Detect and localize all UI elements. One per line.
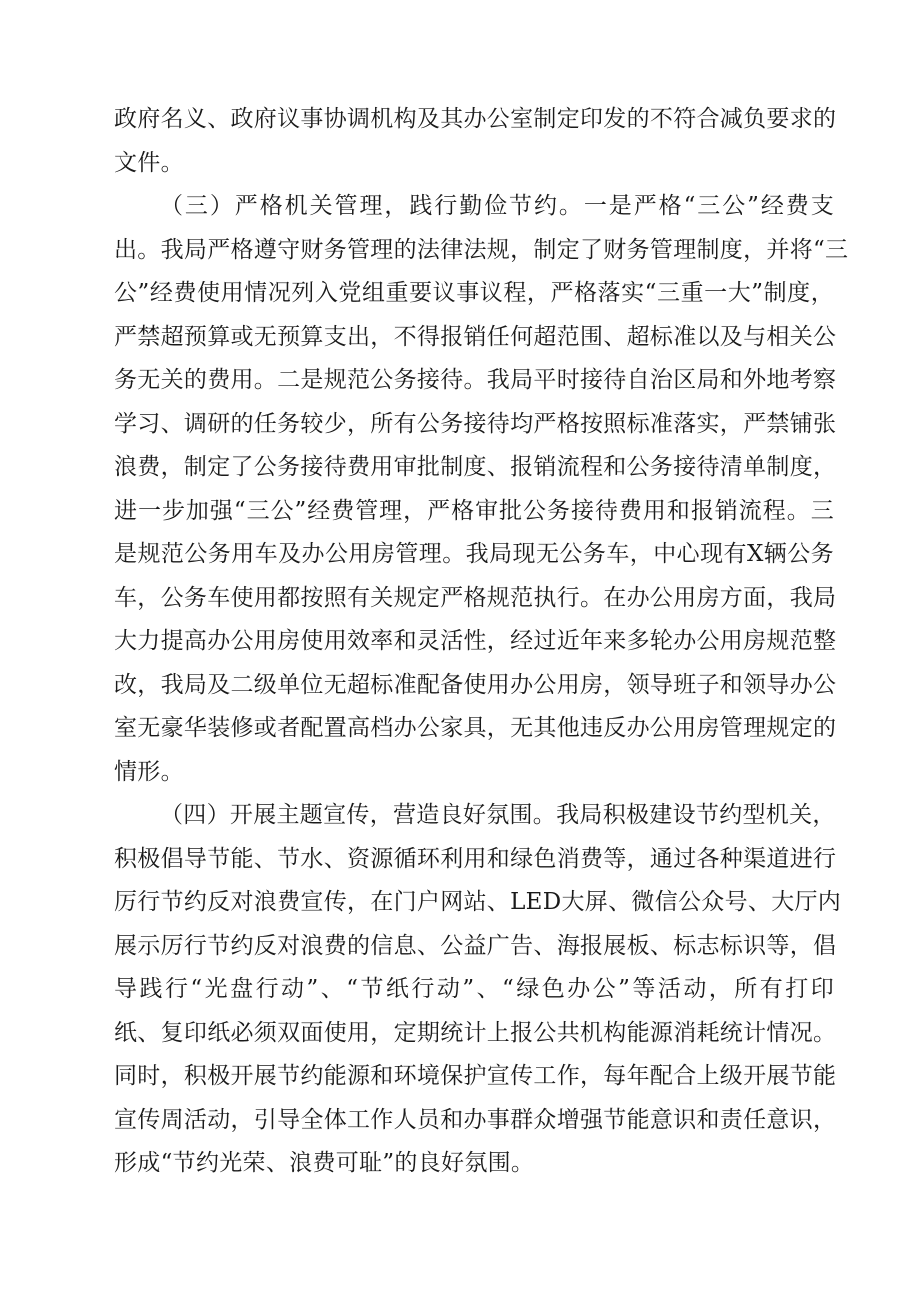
text-line: 是规范公务用车及办公用房管理。我局现无公务车，中心现有X辆公务 xyxy=(114,541,834,567)
text-line: 室无豪华装修或者配置高档办公家具，无其他违反办公用房管理规定的 xyxy=(114,715,837,741)
text-line: 导践行“光盘行动”、“节纸行动”、“绿色办公”等活动，所有打印 xyxy=(114,976,834,1002)
text-line: 浪费，制定了公务接待费用审批制度、报销流程和公务接待清单制度， xyxy=(114,454,837,480)
text-line: 积极倡导节能、节水、资源循环利用和绿色消费等，通过各种渠道进行 xyxy=(114,845,837,872)
text-line: 出。我局严格遵守财务管理的法律法规，制定了财务管理制度，并将“三 xyxy=(114,236,849,263)
text-line: 形成“节约光荣、浪费可耻”的良好氛围。 xyxy=(114,1150,535,1176)
text-line: 车，公务车使用都按照有关规定严格规范执行。在办公用房方面，我局 xyxy=(114,584,837,611)
text-line: 宣传周活动，引导全体工作人员和办事群众增强节能意识和责任意识， xyxy=(114,1106,837,1133)
text-line: 务无关的费用。二是规范公务接待。我局平时接待自治区局和外地考察 xyxy=(114,367,837,393)
text-line: 同时，积极开展节约能源和环境保护宣传工作，每年配合上级开展节能 xyxy=(114,1063,837,1089)
text-line: 情形。 xyxy=(114,758,184,785)
text-line: 学习、调研的任务较少，所有公务接待均严格按照标准落实，严禁铺张 xyxy=(114,410,837,437)
text-line: 进一步加强“三公”经费管理，严格审批公务接待费用和报销流程。三 xyxy=(114,497,834,524)
text-line: 改，我局及二级单位无超标准配备使用办公用房，领导班子和领导办公 xyxy=(114,671,837,698)
text-line: 大力提高办公用房使用效率和灵活性，经过近年来多轮办公用房规范整 xyxy=(114,628,837,654)
text-line: 文件。 xyxy=(114,149,184,176)
text-line: （四）开展主题宣传，营造良好氛围。我局积极建设节约型机关， xyxy=(160,802,836,828)
document-body xyxy=(114,98,849,1186)
text-line: 展示厉行节约反对浪费的信息、公益广告、海报展板、标志标识等，倡 xyxy=(114,932,837,959)
text-line: 严禁超预算或无预算支出，不得报销任何超范围、超标准以及与相关公 xyxy=(114,323,837,350)
text-line: 纸、复印纸必须双面使用，定期统计上报公共机构能源消耗统计情况。 xyxy=(114,1019,837,1046)
text-line: 政府名义、政府议事协调机构及其办公室制定印发的不符合减负要求的 xyxy=(114,106,837,132)
text-line: 公”经费使用情况列入党组重要议事议程，严格落实“三重一大”制度， xyxy=(114,280,834,306)
text-line: （三）严格机关管理，践行勤俭节约。一是严格“三公”经费支 xyxy=(160,193,834,219)
text-line: 厉行节约反对浪费宣传，在门户网站、LED大屏、微信公众号、大厅内 xyxy=(114,889,842,915)
